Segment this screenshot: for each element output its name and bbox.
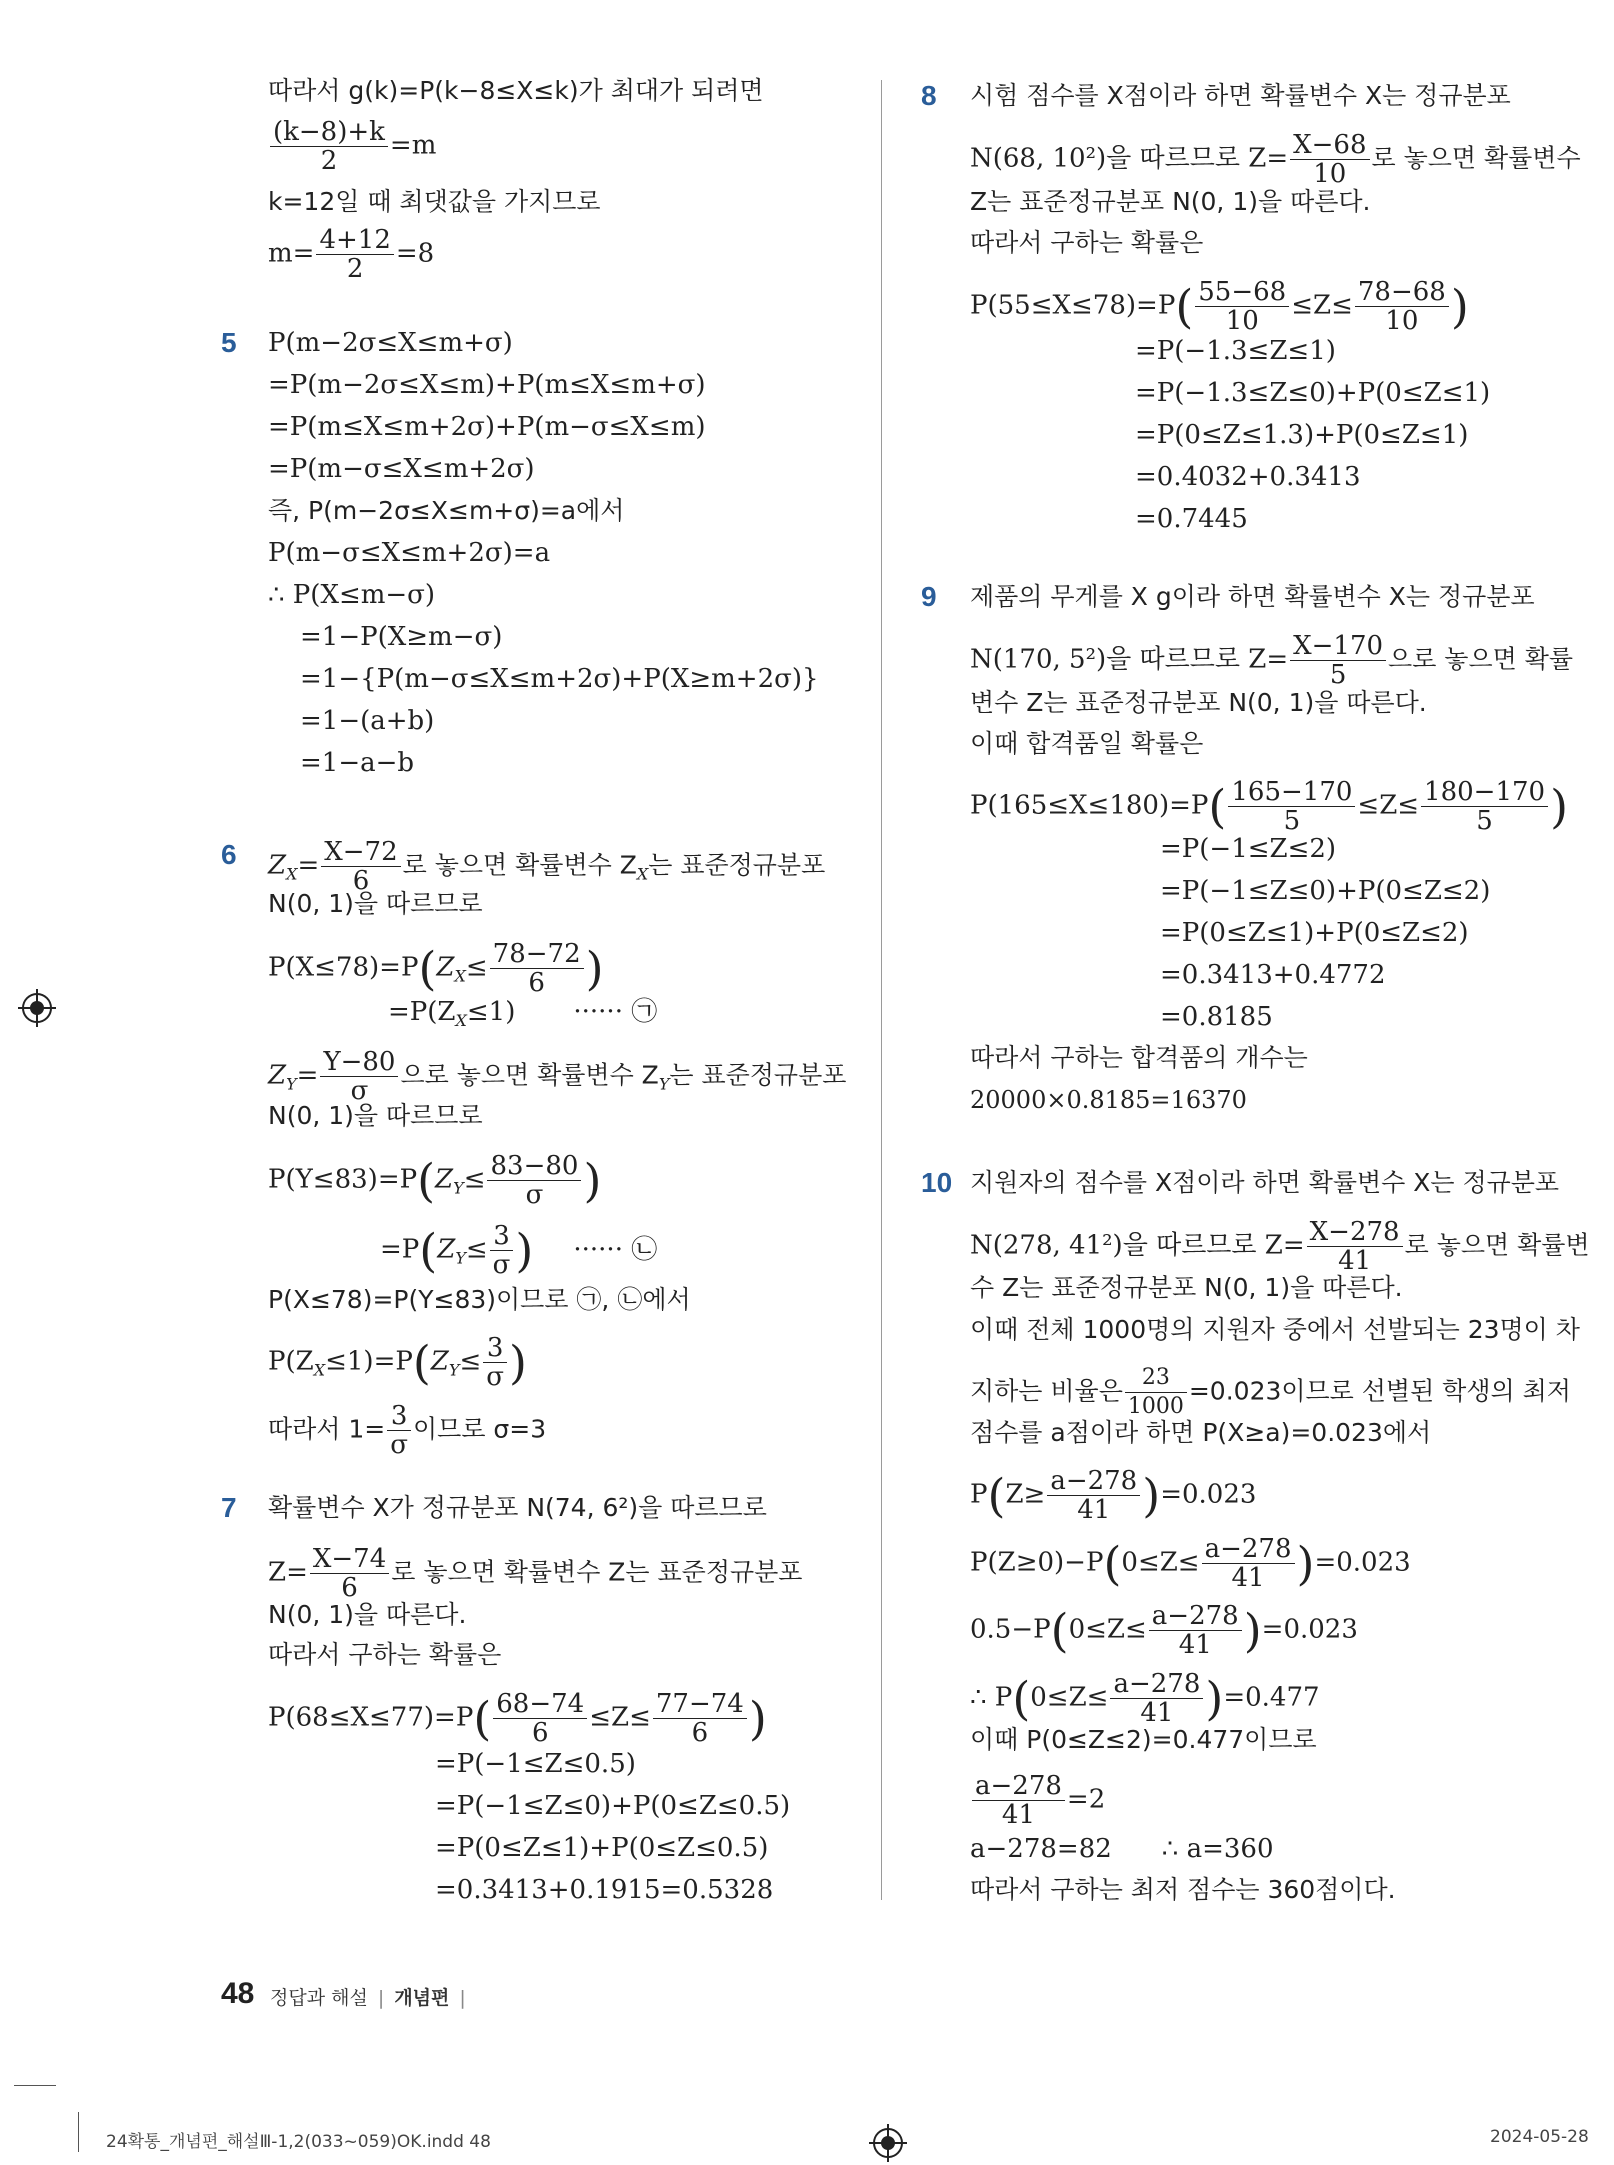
crop-mark bbox=[78, 2112, 79, 2152]
problem-number-6: 6 bbox=[221, 839, 237, 870]
p10-g-mid: Z≥ bbox=[1005, 1479, 1046, 1510]
p10-h-frac bbox=[1202, 1535, 1295, 1592]
p10-l-den: 41 bbox=[1001, 1800, 1035, 1830]
p10-b-den: 41 bbox=[1338, 1246, 1372, 1276]
p8-e-num2: 78−68 bbox=[1355, 278, 1449, 307]
p7-e-frac1 bbox=[493, 1690, 587, 1747]
p10-line-k: 이때 P(0≤Z≤2)=0.477이므로 bbox=[970, 1725, 1317, 1754]
p6-e-sub: Y bbox=[286, 1074, 297, 1094]
p8-step: =P(−1.3≤Z≤0)+P(0≤Z≤1) bbox=[1135, 378, 1491, 408]
p4-frac2 bbox=[316, 226, 393, 283]
p6-e-head: Z bbox=[268, 1060, 287, 1091]
p10-i-frac bbox=[1149, 1602, 1242, 1659]
p6-line-f: N(0, 1)을 따르므로 bbox=[268, 1101, 483, 1130]
p10-e-tail: =0.023이므로 선별된 학생의 최저 bbox=[1188, 1376, 1571, 1406]
p6-h-z: Z bbox=[437, 1234, 456, 1265]
p6-g-sub: Y bbox=[453, 1178, 464, 1198]
p6-a-eq: = bbox=[297, 850, 320, 881]
p4-frac2-tail: =8 bbox=[395, 238, 435, 269]
p10-h-den: 41 bbox=[1231, 1563, 1265, 1593]
p6-k-num: 3 bbox=[387, 1402, 411, 1431]
p10-e-den: 1000 bbox=[1127, 1394, 1184, 1419]
p6-h-sub: Y bbox=[455, 1248, 466, 1268]
p6-e-eq: = bbox=[296, 1060, 319, 1091]
p5-line: =1−P(X≥m−σ) bbox=[300, 622, 503, 652]
p9-line-b bbox=[970, 632, 1573, 689]
p6-g-z: Z bbox=[435, 1164, 454, 1195]
p10-i-tail: =0.023 bbox=[1261, 1614, 1358, 1645]
p6-e-frac bbox=[320, 1048, 398, 1105]
p10-b-tail: 로 놓으면 확률변 bbox=[1404, 1230, 1590, 1260]
p10-g-den: 41 bbox=[1077, 1495, 1111, 1525]
p5-line: 즉, P(m−2σ≤X≤m+σ)=a에서 bbox=[268, 496, 625, 525]
p7-step: =P(−1≤Z≤0)+P(0≤Z≤0.5) bbox=[435, 1791, 791, 1821]
p4-frac2-num: 4+12 bbox=[316, 226, 393, 255]
p6-c-le: ≤ bbox=[465, 952, 488, 983]
p6-e-sub2: Y bbox=[658, 1074, 670, 1094]
p8-e-head: P(55≤X≤78)=P bbox=[970, 290, 1176, 321]
p8-step: =0.4032+0.3413 bbox=[1135, 462, 1361, 492]
p10-b-frac bbox=[1307, 1218, 1403, 1275]
p6-line-g: $P(Y\le 83)=P(Z_Y\le$ $\frac{83-80}{\sigma}$ ) bbox=[268, 1151, 602, 1210]
p10-b-num: X−278 bbox=[1307, 1218, 1403, 1247]
p10-line-i: 0.5−P(0≤Z≤ $\frac{a-278}{41}$ )=0.023 bbox=[970, 1601, 1358, 1660]
p9-step: =P(0≤Z≤1)+P(0≤Z≤2) bbox=[1160, 918, 1469, 948]
p6-a-sub2: X bbox=[636, 864, 649, 884]
p10-b-head: N(278, 41²)을 따르므로 Z= bbox=[970, 1230, 1305, 1261]
p7-line-d: 따라서 구하는 확률은 bbox=[268, 1640, 502, 1669]
p6-j-z: Z bbox=[430, 1346, 449, 1377]
p4-frac1-num: (k−8)+k bbox=[270, 118, 388, 147]
problem-number-10: 10 bbox=[921, 1167, 953, 1198]
p6-a-tail2: 는 표준정규분포 bbox=[648, 850, 826, 880]
p9-e-frac2 bbox=[1421, 778, 1548, 835]
p8-b-frac bbox=[1290, 131, 1369, 188]
p6-j-frac bbox=[483, 1334, 507, 1391]
p9-line-f: 따라서 구하는 합격품의 개수는 bbox=[970, 1043, 1308, 1072]
p6-a-sub: X bbox=[286, 864, 298, 884]
p6-j-mid: ≤1)=P bbox=[325, 1346, 413, 1377]
p4-frac1 bbox=[270, 118, 388, 175]
p10-l-frac bbox=[972, 1772, 1065, 1829]
p6-c-den: 6 bbox=[528, 968, 545, 998]
p10-line-n: 따라서 구하는 최저 점수는 360점이다. bbox=[970, 1875, 1396, 1904]
p6-c-num: 78−72 bbox=[490, 940, 584, 969]
p8-e-den1: 10 bbox=[1225, 306, 1259, 336]
p6-h-le: ≤ bbox=[465, 1234, 488, 1265]
p6-d-tail: ≤1) bbox=[466, 997, 516, 1027]
p6-j-le: ≤ bbox=[459, 1346, 482, 1377]
p6-line-j: $P(Z_X\le 1)=P(Z_Y\le$ $\frac{3}{\sigma}$ ) bbox=[268, 1333, 527, 1392]
p10-h-mid: 0≤Z≤ bbox=[1121, 1547, 1200, 1578]
p6-e-tail2: 는 표준정규분포 bbox=[669, 1060, 847, 1090]
p7-e-mid: ≤Z≤ bbox=[589, 1702, 651, 1733]
p8-e-frac2 bbox=[1355, 278, 1449, 335]
p6-g-head: P(Y≤83)=P bbox=[268, 1164, 418, 1195]
p4-frac2-den: 2 bbox=[346, 254, 364, 284]
p7-line-c: N(0, 1)을 따른다. bbox=[268, 1600, 467, 1629]
p7-step: =0.3413+0.1915=0.5328 bbox=[435, 1875, 774, 1905]
registration-mark-icon bbox=[873, 2128, 903, 2158]
p6-line-i: P(X≤78)=P(Y≤83)이므로 ㉠, ㉡에서 bbox=[268, 1285, 691, 1314]
p10-g-frac bbox=[1047, 1467, 1140, 1524]
p10-h-head: P(Z≥0)−P bbox=[970, 1547, 1104, 1578]
p4-line4 bbox=[268, 226, 434, 283]
p7-b-num: X−74 bbox=[310, 1545, 389, 1574]
p7-b-tail: 로 놓으면 확률변수 Z는 표준정규분포 bbox=[391, 1557, 803, 1587]
p7-b-head: Z= bbox=[268, 1557, 308, 1588]
p9-e-frac1 bbox=[1228, 778, 1355, 835]
p7-e-num2: 77−74 bbox=[653, 1690, 747, 1719]
p6-g-num: 83−80 bbox=[487, 1152, 581, 1181]
p7-line-a: 확률변수 X가 정규분포 N(74, 6²)을 따르므로 bbox=[268, 1493, 767, 1522]
p10-m1: a−278=82 bbox=[970, 1834, 1112, 1864]
p7-line-e: P(68≤X≤77)=P( $\frac{68-74}{6}$ ≤Z≤ $\frac{77-74}{6}$ ) bbox=[268, 1689, 767, 1748]
p6-line-h: $=P(Z_Y\le$ $\frac{3}{\sigma}$ ) ······ ㉡ bbox=[380, 1221, 658, 1280]
p9-b-num: X−170 bbox=[1290, 632, 1386, 661]
p5-line: P(m−2σ≤X≤m+σ) bbox=[268, 328, 513, 358]
crop-mark bbox=[14, 2085, 56, 2086]
p5-line: =1−{P(m−σ≤X≤m+2σ)+P(X≥m+2σ)} bbox=[300, 664, 819, 694]
p10-line-m bbox=[970, 1832, 1274, 1866]
p7-b-frac bbox=[310, 1545, 389, 1602]
p10-line-a: 지원자의 점수를 X점이라 하면 확률변수 X는 정규분포 bbox=[970, 1168, 1560, 1197]
p6-line-k bbox=[268, 1402, 546, 1459]
p8-line-d: 따라서 구하는 확률은 bbox=[970, 228, 1204, 257]
p5-line: P(m−σ≤X≤m+2σ)=a bbox=[268, 538, 551, 568]
problem-number-5: 5 bbox=[221, 327, 237, 358]
p4-frac2-head: m= bbox=[268, 238, 315, 269]
p6-a-head: Z bbox=[268, 850, 287, 881]
p10-line-d: 이때 전체 1000명의 지원자 중에서 선발되는 23명이 차 bbox=[970, 1315, 1580, 1344]
p6-j-head: P(Z bbox=[268, 1346, 314, 1377]
p9-step: =0.8185 bbox=[1160, 1002, 1273, 1032]
p10-i-num: a−278 bbox=[1149, 1602, 1242, 1631]
p10-i-den: 41 bbox=[1178, 1630, 1212, 1660]
p6-h-num: 3 bbox=[490, 1222, 514, 1251]
p8-e-mid: ≤Z≤ bbox=[1291, 290, 1353, 321]
p6-d-head: =P(Z bbox=[388, 997, 456, 1027]
p6-line-b: N(0, 1)을 따르므로 bbox=[268, 889, 483, 918]
p6-h-frac bbox=[490, 1222, 514, 1279]
p6-k-tail: 이므로 σ=3 bbox=[413, 1414, 547, 1444]
p8-e-num1: 55−68 bbox=[1195, 278, 1289, 307]
p5-line: =P(m−σ≤X≤m+2σ) bbox=[268, 454, 535, 484]
p9-line-a: 제품의 무게를 X g이라 하면 확률변수 X는 정규분포 bbox=[970, 582, 1535, 611]
p9-line-e: P(165≤X≤180)=P( $\frac{165-170}{5}$ ≤Z≤ $\frac{180-170}{5}$ ) bbox=[970, 777, 1569, 836]
p10-i-head: 0.5−P bbox=[970, 1614, 1051, 1645]
p6-a-den: 6 bbox=[352, 866, 370, 896]
p10-h-tail: =0.023 bbox=[1314, 1547, 1411, 1578]
p8-step: =P(0≤Z≤1.3)+P(0≤Z≤1) bbox=[1135, 420, 1469, 450]
p9-b-head: N(170, 5²)을 따르므로 Z= bbox=[970, 644, 1289, 675]
p5-line: =1−a−b bbox=[300, 748, 415, 778]
p10-line-e bbox=[970, 1364, 1571, 1421]
p8-line-e: P(55≤X≤78)=P( $\frac{55-68}{10}$ ≤Z≤ $\frac{78-68}{10}$ ) bbox=[970, 277, 1469, 336]
footer-sep: | bbox=[377, 1987, 385, 2009]
p6-d-sub: X bbox=[455, 1011, 467, 1031]
p5-line: ∴ P(X≤m−σ) bbox=[268, 580, 436, 610]
p7-step: =P(−1≤Z≤0.5) bbox=[435, 1749, 636, 1779]
p9-e-num1: 165−170 bbox=[1228, 778, 1355, 807]
footer-label bbox=[270, 1983, 470, 2010]
p5-line: =P(m−2σ≤X≤m)+P(m≤X≤m+σ) bbox=[268, 370, 706, 400]
p10-e-head: 지하는 비율은 bbox=[970, 1376, 1123, 1406]
page-number: 48 bbox=[221, 1977, 255, 2010]
p8-line-a: 시험 점수를 X점이라 하면 확률변수 X는 정규분포 bbox=[970, 81, 1511, 110]
p8-line-c: Z는 표준정규분포 N(0, 1)을 따른다. bbox=[970, 187, 1371, 216]
p9-step: =0.3413+0.4772 bbox=[1160, 960, 1386, 990]
registration-mark-icon bbox=[22, 993, 52, 1023]
p9-step: =P(−1≤Z≤0)+P(0≤Z≤2) bbox=[1160, 876, 1491, 906]
p10-l-tail: =2 bbox=[1066, 1784, 1106, 1815]
p9-e-head: P(165≤X≤180)=P bbox=[970, 790, 1209, 821]
p9-b-frac bbox=[1290, 632, 1386, 689]
p5-line: =P(m≤X≤m+2σ)+P(m−σ≤X≤m) bbox=[268, 412, 706, 442]
p8-e-den2: 10 bbox=[1385, 306, 1419, 336]
p9-e-mid: ≤Z≤ bbox=[1357, 790, 1420, 821]
p7-e-num1: 68−74 bbox=[493, 1690, 587, 1719]
p10-j-frac bbox=[1110, 1670, 1203, 1727]
p6-d-mark: ······ ㉠ bbox=[573, 997, 658, 1027]
p5-line: =1−(a+b) bbox=[300, 706, 435, 736]
p9-e-num2: 180−170 bbox=[1421, 778, 1548, 807]
footer-sep: | bbox=[459, 1987, 466, 2009]
slug-date: 2024-05-28 bbox=[1490, 2127, 1589, 2147]
p10-i-mid: 0≤Z≤ bbox=[1068, 1614, 1147, 1645]
p8-b-tail: 로 놓으면 확률변수 bbox=[1371, 143, 1581, 173]
p10-j-mid: 0≤Z≤ bbox=[1030, 1682, 1109, 1713]
p6-g-le: ≤ bbox=[463, 1164, 486, 1195]
p10-e-num: 23 bbox=[1125, 1364, 1187, 1393]
p10-j-num: a−278 bbox=[1110, 1670, 1203, 1699]
p9-line-d: 이때 합격품일 확률은 bbox=[970, 729, 1204, 758]
p9-b-den: 5 bbox=[1329, 660, 1347, 690]
p8-line-b bbox=[970, 131, 1581, 188]
p6-c-z: Z bbox=[436, 952, 455, 983]
p4-line3: k=12일 때 최댓값을 가지므로 bbox=[268, 187, 601, 216]
p10-j-tail: =0.477 bbox=[1223, 1682, 1320, 1713]
p6-j-num: 3 bbox=[483, 1334, 507, 1363]
p10-line-l bbox=[970, 1772, 1105, 1829]
p6-c-frac bbox=[490, 940, 584, 997]
p6-c-head: P(X≤78)=P bbox=[268, 952, 419, 983]
p6-a-tail: 로 놓으면 확률변수 Z bbox=[402, 850, 637, 880]
p6-j-sub: X bbox=[313, 1360, 326, 1380]
p8-step: =0.7445 bbox=[1135, 504, 1248, 534]
footer-section: 개념편 bbox=[394, 1987, 450, 2009]
p6-line-c: $P(X\le 78)=P(Z_X\le$ $\frac{78-72}{6}$ ) bbox=[268, 939, 604, 998]
p9-step: =P(−1≤Z≤2) bbox=[1160, 834, 1337, 864]
problem-number-9: 9 bbox=[921, 581, 937, 612]
p10-line-f: 점수를 a점이라 하면 P(X≥a)=0.023에서 bbox=[970, 1418, 1432, 1447]
p9-line-g: 20000×0.8185=16370 bbox=[970, 1086, 1247, 1114]
p7-b-den: 6 bbox=[341, 1573, 358, 1603]
p6-e-den: σ bbox=[350, 1076, 369, 1106]
p6-g-den: σ bbox=[525, 1180, 544, 1210]
p6-h-den: σ bbox=[492, 1250, 511, 1280]
p7-line-b bbox=[268, 1545, 802, 1602]
p6-e-tail: 으로 놓으면 확률변수 Z bbox=[400, 1060, 659, 1090]
p4-frac1-tail: =m bbox=[389, 130, 437, 161]
p6-e-num: Y−80 bbox=[320, 1048, 398, 1077]
p6-h-head: =P bbox=[380, 1234, 420, 1265]
p4-line2 bbox=[268, 118, 436, 175]
p10-m2: ∴ a=360 bbox=[1161, 1834, 1274, 1864]
p9-e-den1: 5 bbox=[1283, 806, 1301, 836]
p10-line-c: 수 Z는 표준정규분포 N(0, 1)을 따른다. bbox=[970, 1273, 1403, 1302]
p10-g-head: P bbox=[970, 1479, 988, 1510]
problem-number-7: 7 bbox=[221, 1492, 237, 1523]
slug-filename: 24확통_개념편_해설Ⅲ-1,2(033~059)OK.indd 48 bbox=[106, 2132, 491, 2152]
p8-b-head: N(68, 10²)을 따르므로 Z= bbox=[970, 143, 1289, 174]
p10-j-head: ∴ P bbox=[970, 1682, 1013, 1713]
p7-e-frac2 bbox=[653, 1690, 747, 1747]
p6-g-frac bbox=[487, 1152, 581, 1209]
p10-g-tail: =0.023 bbox=[1160, 1479, 1257, 1510]
p6-j-den: σ bbox=[486, 1362, 504, 1392]
p10-line-g: P(Z≥ $\frac{a-278}{41}$ )=0.023 bbox=[970, 1466, 1257, 1525]
p10-e-frac bbox=[1125, 1364, 1187, 1421]
p7-step: =P(0≤Z≤1)+P(0≤Z≤0.5) bbox=[435, 1833, 769, 1863]
p6-line-d bbox=[388, 995, 657, 1038]
footer-label-text: 정답과 해설 bbox=[270, 1987, 368, 2009]
p6-j-sub2: Y bbox=[448, 1360, 460, 1380]
p7-e-head: P(68≤X≤77)=P bbox=[268, 1702, 474, 1733]
p10-g-num: a−278 bbox=[1047, 1467, 1140, 1496]
p9-line-c: 변수 Z는 표준정규분포 N(0, 1)을 따른다. bbox=[970, 688, 1427, 717]
p9-b-tail: 으로 놓으면 확률 bbox=[1388, 644, 1573, 674]
p4-frac1-den: 2 bbox=[320, 146, 338, 176]
p10-h-num: a−278 bbox=[1202, 1535, 1295, 1564]
p6-a-num: X−72 bbox=[321, 838, 400, 867]
p10-l-num: a−278 bbox=[972, 1772, 1065, 1801]
p7-e-den1: 6 bbox=[531, 1718, 549, 1748]
p6-k-den: σ bbox=[390, 1430, 409, 1460]
p6-h-mark: ······ ㉡ bbox=[573, 1234, 658, 1265]
p10-line-j: ∴ P(0≤Z≤ $\frac{a-278}{41}$ )=0.477 bbox=[970, 1669, 1320, 1728]
p6-line-e bbox=[268, 1048, 846, 1105]
p4-line1: 따라서 g(k)=P(k−8≤X≤k)가 최대가 되려면 bbox=[268, 76, 764, 105]
p10-line-h: P(Z≥0)−P(0≤Z≤ $\frac{a-278}{41}$ )=0.023 bbox=[970, 1534, 1411, 1593]
p9-e-den2: 5 bbox=[1476, 806, 1493, 836]
p8-b-num: X−68 bbox=[1290, 131, 1369, 160]
p6-k-head: 따라서 1= bbox=[268, 1414, 386, 1444]
p10-line-b bbox=[970, 1218, 1590, 1275]
p10-j-den: 41 bbox=[1140, 1698, 1174, 1728]
p7-e-den2: 6 bbox=[691, 1718, 709, 1748]
p8-b-den: 10 bbox=[1313, 159, 1347, 189]
p8-e-frac1 bbox=[1195, 278, 1289, 335]
p6-c-sub: X bbox=[454, 966, 466, 986]
problem-number-8: 8 bbox=[921, 80, 937, 111]
p6-k-frac bbox=[387, 1402, 411, 1459]
p8-step: =P(−1.3≤Z≤1) bbox=[1135, 336, 1336, 366]
column-divider bbox=[881, 80, 882, 1900]
